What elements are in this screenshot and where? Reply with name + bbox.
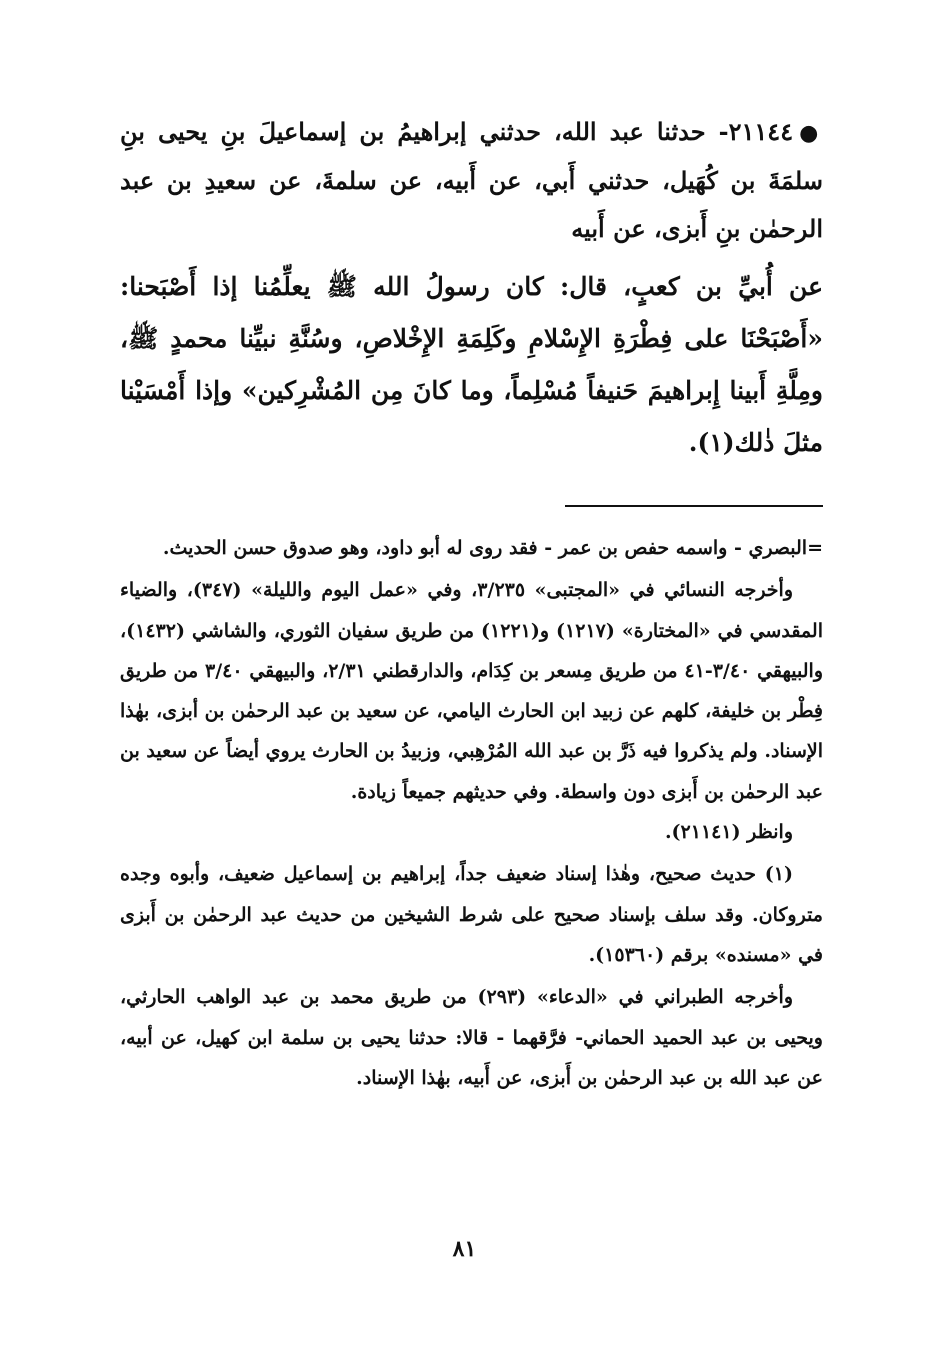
- hadith-isnad: [120, 108, 823, 253]
- footnote-paragraph: وأخرجه النسائي في «المجتبى» ٣/٢٣٥، وفي «عمل اليوم والليلة» (٣٤٧)، والضياء المقدسي في «المختارة» (١٢١٧) و(١٢٢١) من طريق سفيان الثوري، والشاشي (١٤٣٢)، والبيهقي ٣/٤٠-٤١ من طريق مِسعر بن كِدَام، والدارقطني ٢/٣١، والبيهقي ٣/٤٠ من طريق فِطْر بن خليفة، كلهم عن زبيد ابن الحارث اليامي، عن سعيد بن عبد الرحمٰن بن أبزى، بهٰذا الإسناد. ولم يذكروا فيه ذَرَّ بن عبد الله المُرْهِبي، وزبيدُ بن الحارث يروي أيضاً عن سعيد بن عبد الرحمٰن بن أَبزى دون واسطة. وفي حديثهم جميعاً زيادة.: [120, 579, 823, 803]
- footnote-paragraph: =البصري - واسمه حفص بن عمر - فقد روى له أبو داود، وهو صدوق حسن الحديث.: [162, 537, 823, 559]
- footnote-paragraph: وانظر (٢١١٤١).: [664, 821, 793, 844]
- hadith-text: [120, 108, 823, 469]
- footnote-paragraph: وأخرجه الطبراني في «الدعاء» (٢٩٣) من طريق محمد بن عبد الواهب الحارثي، ويحيى بن عبد الحميد الحماني- فرَّقهما - قالا: حدثنا يحيى بن سلمة ابن كهيل، عن أبيه، عن عبد الله بن عبد الرحمٰن بن أَبزى، عن أَبيه، بهٰذا الإسناد.: [120, 986, 823, 1089]
- bullet-icon: ●: [799, 120, 824, 146]
- hadith-matn: عن أُبيِّ بن كعبٍ، قال: كان رسولُ الله ﷺ يعلِّمُنا إذا أَصْبَحنا: «أَصْبَحْنَا على فِطْرَةِ الإِسْلامِ وكَلِمَةِ الإِخْلاصِ، وسُنَّةِ نبيِّنا محمدٍ ﷺ، ومِلَّةِ أَبينا إِبراهيمَ حَنيفاً مُسْلِماً، وما كانَ مِن المُشْرِكين» وإذا أَمْسَيْنا مثلَ ذٰلك(١).: [120, 272, 823, 457]
- footnote-separator: [565, 505, 823, 507]
- page-number: ٨١: [452, 1236, 477, 1262]
- isnad-text: ٢١١٤٤- حدثنا عبد الله، حدثني إبراهيمُ بن إسماعيلَ بنِ يحيى بنِ سلمَةَ بن كُهَيل، حدثني أَبي، عن أَبيه، عن سلمةَ، عن سعيدِ بن عبد الرحمٰن بنِ أَبزى، عن أَبيه: [120, 117, 823, 243]
- footnotes: [120, 528, 823, 1098]
- footnote-paragraph: (١) حديث صحيح، وهٰذا إسناد ضعيف جداً، إبراهيم بن إسماعيل ضعيف، وأبوه وجده متروكان. وقد سلف بإسناد صحيح على شرط الشيخين من حديث عبد الرحمٰن بن أَبزى في «مسنده» برقم (١٥٣٦٠).: [120, 863, 823, 966]
